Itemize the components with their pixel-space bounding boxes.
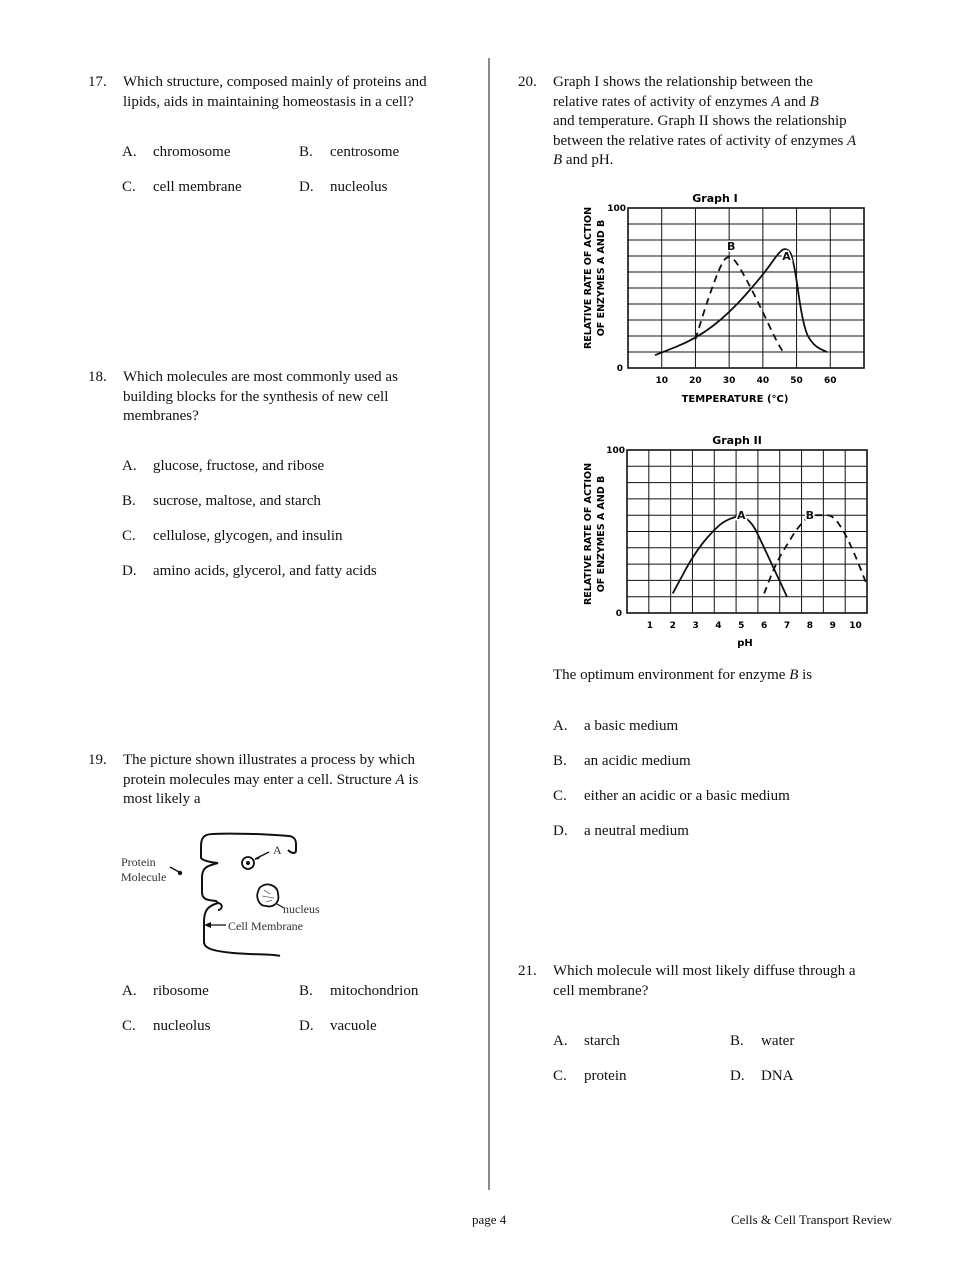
protein-label: Protein	[121, 855, 156, 869]
option-text: water	[761, 1033, 795, 1049]
question-line	[553, 132, 856, 152]
question-line-part: relative rates of activity of enzymes	[553, 93, 772, 110]
chart-grid	[628, 208, 864, 368]
series-label-a: A	[782, 250, 791, 263]
question-line-part: and pH.	[562, 152, 614, 168]
graph-1-temperature	[575, 188, 875, 413]
x-axis-label: pH	[737, 638, 753, 649]
question-line: building blocks for the synthesis of new cell	[123, 388, 389, 405]
option-text: glucose, fructose, and ribose	[153, 458, 325, 474]
question-text	[553, 73, 856, 171]
option-text: protein	[584, 1068, 627, 1084]
x-tick-label: 10	[655, 376, 668, 386]
question-line	[553, 93, 856, 113]
protein-molecule-dot	[178, 871, 182, 875]
answer-option[interactable]	[553, 1067, 627, 1087]
y-axis-label-line2: OF ENZYMES A AND B	[596, 475, 607, 593]
option-letter: C.	[122, 179, 136, 195]
enzyme-a-ref: A	[847, 132, 857, 149]
option-text: chromosome	[153, 144, 231, 160]
option-letter: D.	[299, 1018, 314, 1034]
option-letter: A.	[122, 144, 137, 160]
question-line: Which structure, composed mainly of proteins and	[123, 74, 427, 90]
structure-a-label: A	[395, 771, 405, 788]
answer-option[interactable]	[122, 143, 230, 163]
x-tick-label: 60	[824, 376, 837, 386]
x-tick-label: 10	[849, 621, 862, 631]
question-text	[123, 751, 418, 810]
x-tick-label: 4	[715, 621, 722, 631]
answer-option[interactable]	[299, 1017, 377, 1037]
x-tick-label: 5	[738, 621, 745, 631]
answer-option[interactable]	[122, 457, 324, 477]
y-tick-label: 100	[607, 204, 626, 214]
answer-option[interactable]	[122, 178, 242, 198]
question-number: 21.	[518, 963, 537, 979]
option-text: cellulose, glycogen, and insulin	[153, 528, 343, 544]
cell-membrane-fold	[288, 836, 296, 853]
series-label-b: B	[726, 240, 736, 253]
series-label-a: A	[737, 509, 746, 523]
x-tick-label: 20	[689, 376, 702, 386]
answer-option[interactable]	[553, 717, 678, 737]
question-line: lipids, aids in maintaining homeostasis in a cell?	[123, 93, 414, 110]
option-text: starch	[584, 1033, 620, 1049]
option-letter: C.	[122, 1018, 136, 1034]
question-line: Which molecules are most commonly used as	[123, 369, 398, 385]
option-letter: B.	[299, 983, 313, 999]
question-line: Which molecule will most likely diffuse through a	[553, 963, 856, 979]
y-axis-label-line1: RELATIVE RATE OF ACTION	[583, 206, 594, 350]
option-letter: A.	[122, 983, 137, 999]
chart-title: Graph I	[692, 192, 738, 205]
option-text: nucleolus	[153, 1018, 211, 1034]
answer-option[interactable]	[122, 562, 377, 582]
answer-option[interactable]	[122, 492, 321, 512]
option-letter: C.	[553, 788, 567, 804]
question-line	[553, 151, 856, 171]
question-line-part: is	[404, 771, 419, 788]
series-line-a	[655, 249, 827, 355]
question-line: Graph I shows the relationship between the	[553, 74, 813, 90]
enzyme-b-ref: B	[553, 152, 563, 168]
option-text: DNA	[761, 1068, 794, 1084]
answer-option[interactable]	[122, 527, 343, 547]
question-line	[123, 771, 418, 791]
membrane-pointer-arrowhead	[204, 922, 211, 928]
option-letter: D.	[122, 563, 137, 579]
y-tick-label: 100	[606, 446, 625, 456]
series-line-a	[673, 516, 787, 596]
answer-option[interactable]	[730, 1032, 794, 1052]
option-letter: B.	[553, 753, 567, 769]
option-letter: A.	[553, 1033, 568, 1049]
option-letter: B.	[730, 1033, 744, 1049]
question-number: 17.	[88, 74, 107, 90]
x-tick-label: 6	[761, 621, 768, 631]
x-tick-label: 8	[806, 621, 813, 631]
question-line-part: between the relative rates of activity of enzymes	[553, 132, 848, 149]
answer-option[interactable]	[122, 982, 209, 1002]
answer-option[interactable]	[122, 1017, 211, 1037]
option-text: mitochondrion	[330, 983, 419, 999]
chart-marks	[655, 240, 827, 355]
page-number: page 4	[472, 1212, 507, 1227]
x-axis-label: TEMPERATURE (°C)	[681, 394, 789, 405]
enzyme-b-ref: B	[789, 667, 799, 683]
answer-option[interactable]	[730, 1067, 794, 1087]
option-letter: A.	[122, 458, 137, 474]
x-tick-label: 7	[783, 621, 791, 631]
chart-marks	[673, 509, 867, 597]
answer-option[interactable]	[299, 178, 388, 198]
option-text: amino acids, glycerol, and fatty acids	[153, 563, 377, 579]
question-line: and temperature. Graph II shows the relationship	[553, 113, 847, 129]
question-text	[123, 73, 427, 112]
question-number: 20.	[518, 74, 537, 90]
option-text: either an acidic or a basic medium	[584, 788, 790, 804]
chart-ticks	[607, 204, 836, 386]
answer-option[interactable]	[553, 787, 790, 807]
question-line: most likely a	[123, 791, 201, 807]
option-text: ribosome	[153, 983, 209, 999]
option-letter: D.	[299, 179, 314, 195]
question-text	[123, 368, 398, 427]
option-text: an acidic medium	[584, 753, 691, 769]
option-letter: B.	[299, 144, 313, 160]
nucleus	[257, 884, 278, 906]
document-title: Cells & Cell Transport Review	[730, 1212, 892, 1227]
option-text: nucleolus	[330, 179, 388, 195]
question-line: membranes?	[123, 408, 199, 424]
question-line-part: and	[780, 93, 810, 110]
question-text	[553, 962, 856, 1001]
option-text: cell membrane	[153, 179, 242, 195]
x-tick-label: 3	[692, 621, 699, 631]
nucleus-label: nucleus	[283, 902, 320, 916]
question-line: The picture shown illustrates a process by which	[123, 752, 416, 768]
question-number: 18.	[88, 369, 107, 385]
answer-option[interactable]	[299, 982, 418, 1002]
y-tick-label: 0	[615, 609, 622, 619]
series-line-b	[695, 257, 783, 352]
answer-option[interactable]	[553, 822, 689, 842]
molecule-label: Molecule	[121, 870, 167, 884]
answer-option[interactable]	[299, 143, 399, 163]
membrane-invagination	[218, 903, 222, 910]
x-tick-label: 9	[829, 621, 836, 631]
option-letter: C.	[553, 1068, 567, 1084]
question-number: 19.	[88, 752, 107, 768]
option-letter: B.	[122, 493, 136, 509]
enzyme-b-ref: B	[809, 93, 819, 110]
option-text: sucrose, maltose, and starch	[153, 493, 321, 509]
option-text: a neutral medium	[584, 823, 689, 839]
question-20-stem	[553, 666, 893, 686]
x-tick-label: 2	[669, 621, 676, 631]
structure-a-diagram-label: A	[273, 843, 282, 857]
option-letter: D.	[730, 1068, 745, 1084]
option-letter: D.	[553, 823, 568, 839]
chart-title: Graph II	[712, 434, 762, 447]
x-tick-label: 50	[790, 376, 803, 386]
x-tick-label: 1	[646, 621, 653, 631]
question-line-part: protein molecules may enter a cell. Structure	[123, 771, 396, 788]
y-tick-label: 0	[616, 364, 623, 374]
x-tick-label: 40	[756, 376, 770, 386]
chart-grid	[627, 450, 867, 613]
answer-option[interactable]	[553, 752, 691, 772]
option-text: a basic medium	[584, 718, 679, 734]
pinocytosis-diagram	[118, 830, 333, 962]
column-divider	[488, 58, 490, 1190]
x-tick-label: 30	[722, 376, 736, 386]
graph-2-ph	[575, 430, 875, 655]
a-pointer-arrowhead	[254, 855, 261, 860]
cell-membrane-label: Cell Membrane	[228, 919, 303, 933]
y-axis-label-line1: RELATIVE RATE OF ACTION	[583, 462, 594, 606]
option-letter: C.	[122, 528, 136, 544]
stem-text: is	[798, 667, 813, 683]
enzyme-a-ref: A	[771, 93, 781, 110]
protein-pointer-line	[170, 867, 179, 872]
question-line: cell membrane?	[553, 982, 649, 999]
answer-option[interactable]	[553, 1032, 620, 1052]
series-label-b: B	[805, 509, 815, 523]
vesicle-a-content	[246, 861, 250, 865]
y-axis-label-line2: OF ENZYMES A AND B	[596, 219, 607, 337]
option-text: centrosome	[330, 144, 400, 160]
option-text: vacuole	[330, 1018, 377, 1034]
stem-text: The optimum environment for enzyme	[553, 667, 790, 683]
option-letter: A.	[553, 718, 568, 734]
